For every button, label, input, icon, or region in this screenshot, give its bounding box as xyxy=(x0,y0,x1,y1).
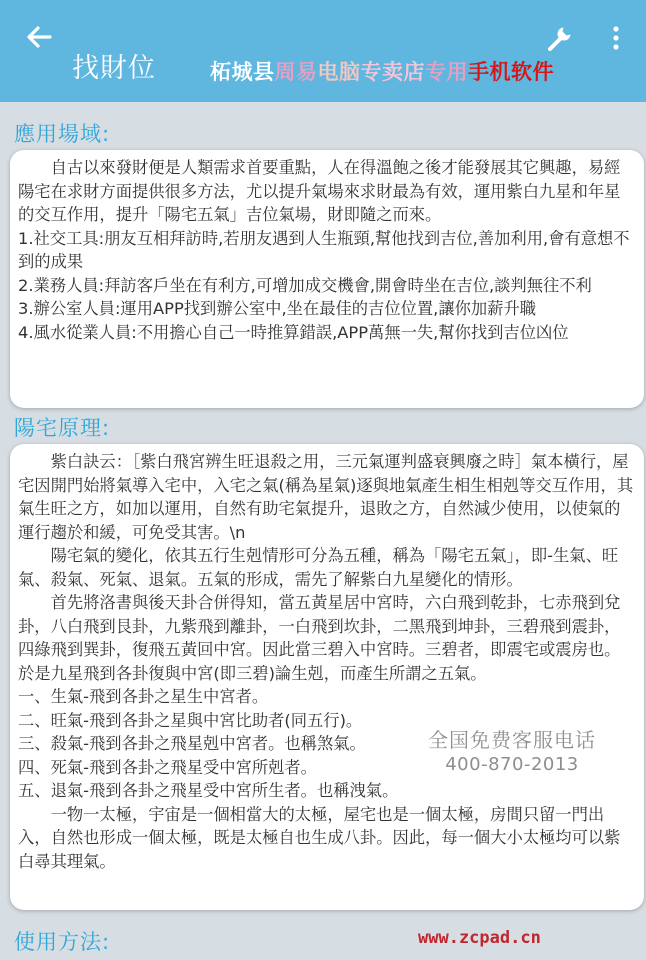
principle-card xyxy=(10,444,644,910)
list-item: 一、生氣-飛到各卦之星生中宮者。 xyxy=(18,687,269,706)
brand-part: 柘城县 xyxy=(210,60,275,84)
paragraph: 陽宅氣的變化，依其五行生剋情形可分為五種，稱為「陽宅五氣」，即-生氣、旺氣、殺氣、死氣、退氣。五氣的形成，需先了解紫白九星變化的情形。 xyxy=(18,546,619,589)
brand-part: 周易 xyxy=(274,60,318,84)
paragraph: 紫白訣云：［紫白飛宮辨生旺退殺之用，三元氣運判盛衰興廢之時］氣本橫行，屋宅因開門始將氣導入宅中，入宅之氣(稱為星氣)逐與地氣產生相生相剋等交互作用，其氣生旺之方，如加以運用，自然有助宅氣提升，退敗之方，自然減少使用，以使氣的運行趨於和緩，可免受其害。\n xyxy=(18,452,634,542)
paragraph: 自古以來發財便是人類需求首要重點，人在得溫飽之後才能發展其它興趣，易經陽宅在求財方面提供很多方法，尤以提升氣場來求財最為有效，運用紫白九星和年星的交互作用，提升「陽宅五氣」吉位氣場，財即隨之而來。 xyxy=(18,158,621,224)
watermark-phone: 400-870-2013 xyxy=(445,754,579,775)
list-item: 1.社交工具:朋友互相拜訪時,若朋友遇到人生瓶頸,幫他找到吉位,善加利用,會有意想不到的成果 xyxy=(18,228,630,271)
brand-part: 电脑 xyxy=(317,60,361,84)
list-item: 4.風水從業人員:不用擔心自己一時推算錯誤,APP萬無一失,幫你找到吉位凶位 xyxy=(18,322,569,342)
list-item: 2.業務人員:拜訪客戶坐在有利方,可增加成交機會,開會時坐在吉位,談判無往不利 xyxy=(18,275,592,295)
list-item: 3.辦公室人員:運用APP找到辦公室中,坐在最佳的吉位位置,讓你加薪升職 xyxy=(18,299,537,318)
brand-banner xyxy=(210,56,554,86)
list-item: 三、殺氣-飛到各卦之飛星剋中宮者。也稱煞氣。 xyxy=(18,734,366,753)
brand-part: 专用 xyxy=(425,60,468,84)
paragraph: 一物一太極，宇宙是一個相當大的太極，屋宅也是一個太極，房間只留一門出入，自然也形成一個太極，既是太極自也生成八卦。因此，每一個大小太極均可以紫白尋其理氣。 xyxy=(18,804,621,871)
application-card xyxy=(10,150,644,408)
brand-part: 专卖店 xyxy=(360,60,425,84)
section-title-principle: 陽宅原理: xyxy=(14,416,111,440)
list-item: 四、死氣-飛到各卦之飛星受中宮所剋者。 xyxy=(18,757,317,777)
list-item: 二、旺氣-飛到各卦之星與中宮比助者(同五行)。 xyxy=(18,710,363,730)
watermark-line: 全国免费客服电话 xyxy=(428,728,596,752)
page-title: 找財位 xyxy=(72,53,156,84)
paragraph: 首先將洛書與後天卦合併得知，當五黃星居中宮時，六白飛到乾卦，七赤飛到兌卦，八白飛到艮卦，九紫飛到離卦，一白飛到坎卦，二黑飛到坤卦，三碧飛到震卦，四綠飛到巽卦，復飛五黃回中宮。因此當三碧入中宮時。三碧者，即震宅或震房也。於是九星飛到各卦復與中宮(即三碧)論生剋，而產生所謂之五氣。 xyxy=(18,593,621,683)
back-arrow-icon[interactable] xyxy=(22,20,56,54)
service-phone-watermark xyxy=(428,724,596,775)
list-item: 五、退氣-飛到各卦之飛星受中宮所生者。也稱洩氣。 xyxy=(18,781,399,800)
wrench-icon[interactable] xyxy=(544,22,576,54)
app-bar xyxy=(0,0,646,102)
section-title-usage: 使用方法: xyxy=(14,930,111,954)
more-vertical-icon[interactable] xyxy=(606,22,626,54)
brand-part: 手机软件 xyxy=(468,60,554,84)
section-title-application: 應用場域: xyxy=(14,122,111,146)
site-url-watermark: www.zcpad.cn xyxy=(418,928,541,948)
